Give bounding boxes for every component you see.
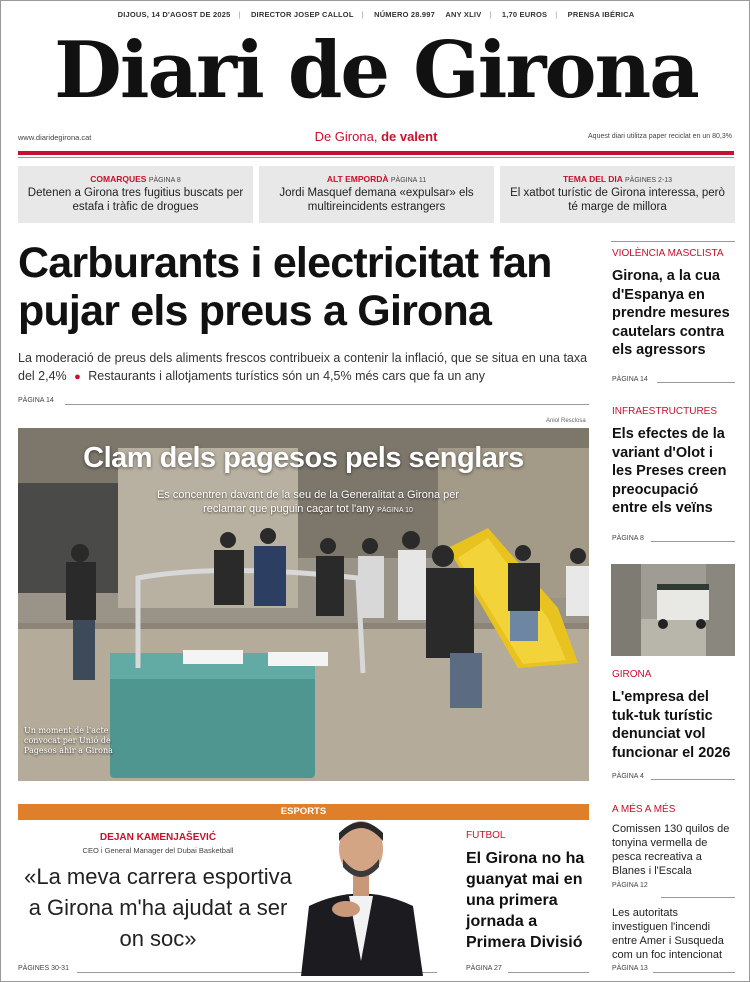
- teaser-kicker: ALT EMPORDÀ PÀGINA 11: [326, 174, 427, 184]
- sidebar-page-infra: PÀGINA 8: [612, 535, 644, 542]
- masthead-thin-rule: [18, 157, 734, 158]
- main-rule: [65, 404, 589, 405]
- sidebar-rule: [651, 541, 735, 542]
- interviewee-photo: [291, 811, 431, 976]
- top-info-bar: DIJOUS, 14 D'AGOST DE 2025 | DIRECTOR JOSEP CALLOL | NÚMERO 28.997 ANY XLIV | 1,70 EUROS | PRENSA IBÉRICA: [117, 10, 635, 19]
- sidebar-rule: [651, 779, 735, 780]
- sidebar-rule: [661, 897, 735, 898]
- issue-date: DIJOUS, 14 D'AGOST DE 2025: [117, 10, 231, 19]
- bullet-dot-icon: ●: [74, 371, 81, 383]
- deck-text-2: Restaurants i allotjaments turístics són un 4,5% més cars que fa un any: [88, 369, 486, 383]
- photo-credit: Aniol Resclosa: [546, 418, 586, 424]
- sidebar-page-incendi: PÀGINA 13: [612, 965, 648, 972]
- teaser-comarques[interactable]: [18, 166, 253, 223]
- photo-subtitle: Es concentren davant de la seu de la Generalitat a Girona per reclamar que puguin caçar tot l'any PÀGINA 10: [156, 489, 460, 515]
- director: DIRECTOR JOSEP CALLOL: [250, 10, 354, 19]
- masthead-logo[interactable]: Diari de Girona: [54, 25, 698, 116]
- futbol-rule: [508, 972, 589, 973]
- deck-text-1: La moderació de preus dels aliments frescos contribueix a contenir la inflació, que se situa en una taxa del 2,4%: [18, 351, 588, 383]
- recycle-note: Aquest diari utilitza paper reciclat en un 80,3%: [588, 133, 732, 140]
- main-page-ref: PÀGINA 14: [18, 397, 54, 404]
- sidebar-page-girona: PÀGINA 4: [612, 773, 644, 780]
- teaser-alt-emporda[interactable]: [259, 166, 494, 223]
- teaser-text: El xatbot turístic de Girona interessa, però té marge de millora: [510, 187, 725, 213]
- sidebar-kicker-infra: INFRAESTRUCTURES: [612, 406, 718, 417]
- sidebar-text-incendi[interactable]: Les autoritats investiguen l'incendi entre Amer i Susqueda com un foc intencionat: [612, 907, 724, 961]
- tuk-tuk-photo[interactable]: [611, 564, 735, 656]
- sidebar-kicker-mes: A MÉS A MÉS: [612, 804, 676, 815]
- website-link[interactable]: www.diaridegirona.cat: [18, 133, 92, 142]
- futbol-headline[interactable]: El Girona no ha guanyat mai en una primera jornada a Primera Divisió: [466, 850, 585, 951]
- interview-role: CEO i General Manager del Dubai Basketball: [82, 846, 234, 855]
- publisher-group: PRENSA IBÉRICA: [567, 10, 635, 19]
- sidebar-page-violencia: PÀGINA 14: [612, 376, 648, 383]
- teaser-tema-del-dia[interactable]: [500, 166, 735, 223]
- interviewee-illustration: [291, 811, 431, 976]
- sidebar-kicker-girona: GIRONA: [612, 669, 652, 680]
- interview-quote[interactable]: «La meva carrera esportiva a Girona m'ha ajudat a ser on soc»: [24, 864, 292, 951]
- teaser-text: Detenen a Girona tres fugitius buscats per estafa i tràfic de drogues: [27, 187, 244, 213]
- futbol-kicker: FUTBOL: [466, 830, 506, 841]
- sports-page-ref: PÀGINES 30-31: [18, 965, 69, 972]
- sidebar-headline-infra[interactable]: Els efectes de la variant d'Olot i les Preses creen preocupació entre els veïns: [612, 426, 727, 516]
- sidebar-rule: [653, 972, 735, 973]
- lead-photo[interactable]: [18, 428, 589, 781]
- issue-number: NÚMERO 28.997: [374, 10, 436, 19]
- interview-name: DEJAN KAMENJAŠEVIĆ: [99, 832, 217, 843]
- teaser-kicker: COMARQUES PÀGINA 8: [90, 174, 181, 184]
- sidebar-headline-girona[interactable]: L'empresa del tuk-tuk turístic denunciat vol funcionar el 2026: [612, 689, 731, 761]
- sidebar-rule: [611, 241, 735, 242]
- photo-caption: Un moment de l'acte convocat per Unió de Pagesos ahir a Girona: [24, 726, 113, 755]
- price: 1,70 EUROS: [501, 10, 548, 19]
- sidebar-headline-violencia[interactable]: Girona, a la cua d'Espanya en prendre mesures cautelars contra els agressors: [612, 268, 730, 358]
- tuk-tuk-illustration: [611, 564, 735, 656]
- main-headline[interactable]: Carburants i electricitat fan pujar els preus a Girona: [18, 239, 552, 335]
- sidebar-rule: [657, 382, 735, 383]
- sports-section-bar[interactable]: ESPORTS: [18, 804, 589, 820]
- masthead-rule: [18, 151, 734, 155]
- futbol-page-ref: PÀGINA 27: [466, 965, 502, 972]
- teaser-kicker: TEMA DEL DIA PÀGINES 2-13: [562, 174, 673, 184]
- sidebar-text-tonyina[interactable]: Comissen 130 quilos de tonyina vermella de pesca recreativa a Blanes i l'Escala: [612, 823, 730, 877]
- photo-title: Clam dels pagesos pels senglars: [83, 442, 524, 474]
- tagline-part2: de valent: [381, 129, 438, 144]
- main-deck: [18, 349, 593, 386]
- sidebar-kicker-violencia: VIOLÈNCIA MASCLISTA: [612, 248, 724, 259]
- issue-year: ANY XLIV: [445, 10, 482, 19]
- tagline-part1: De Girona,: [314, 129, 382, 144]
- sidebar-page-tonyina: PÀGINA 12: [612, 882, 648, 889]
- teaser-text: Jordi Masquef demana «expulsar» els multireincidents estrangers: [279, 187, 474, 213]
